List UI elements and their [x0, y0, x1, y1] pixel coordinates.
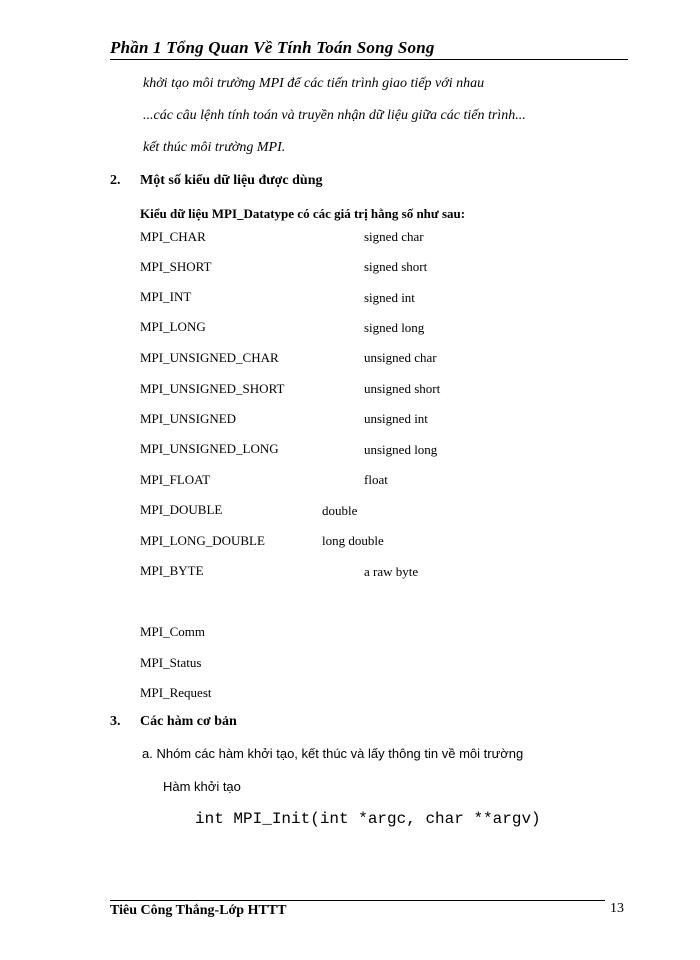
- datatype-desc: signed char: [364, 229, 424, 244]
- datatype-name: MPI_FLOAT: [140, 472, 211, 487]
- datatype-name: MPI_UNSIGNED_CHAR: [140, 350, 279, 365]
- datatype-desc: signed long: [364, 320, 425, 335]
- page-header-title: Phần 1 Tổng Quan Về Tính Toán Song Song: [110, 38, 435, 57]
- datatype-name: MPI_LONG_DOUBLE: [140, 533, 265, 548]
- datatype-desc: float: [364, 472, 388, 487]
- section-2-number: 2.: [110, 173, 121, 188]
- footer-rule: [110, 900, 605, 901]
- page-number: 13: [610, 901, 624, 916]
- footer-author: Tiêu Công Thắng-Lớp HTTT: [110, 903, 287, 918]
- datatype-desc: a raw byte: [364, 564, 419, 579]
- section-3-title: Các hàm cơ bản: [140, 714, 237, 729]
- subsection-a-title: a. Nhóm các hàm khởi tạo, kết thúc và lấy thông tin về môi trường: [142, 746, 524, 761]
- datatype-desc: unsigned int: [364, 411, 428, 426]
- section-3-number: 3.: [110, 714, 121, 729]
- init-function-label: Hàm khởi tạo: [163, 779, 241, 794]
- datatype-name: MPI_CHAR: [140, 229, 206, 244]
- section-2-title: Một số kiểu dữ liệu được dùng: [140, 173, 323, 188]
- datatype-name: MPI_BYTE: [140, 563, 204, 578]
- code-line-finalize: kết thúc môi trường MPI.: [143, 140, 286, 155]
- datatype-name: MPI_LONG: [140, 319, 206, 334]
- other-type-name: MPI_Status: [140, 655, 202, 670]
- datatype-name: MPI_INT: [140, 289, 192, 304]
- datatype-desc: long double: [322, 533, 384, 548]
- datatype-name: MPI_UNSIGNED_LONG: [140, 441, 279, 456]
- datatype-desc: signed short: [364, 259, 428, 274]
- other-type-name: MPI_Comm: [140, 624, 206, 639]
- datatype-name: MPI_SHORT: [140, 259, 212, 274]
- datatype-intro: Kiểu dữ liệu MPI_Datatype có các giá trị hằng số như sau:: [140, 206, 466, 221]
- datatype-desc: unsigned long: [364, 442, 438, 457]
- datatype-name: MPI_UNSIGNED_SHORT: [140, 381, 285, 396]
- datatype-desc: double: [322, 503, 358, 518]
- datatype-desc: signed int: [364, 290, 415, 305]
- datatype-name: MPI_DOUBLE: [140, 502, 223, 517]
- code-line-compute: ...các câu lệnh tính toán và truyền nhận dữ liệu giữa các tiến trình...: [143, 108, 526, 123]
- datatype-desc: unsigned short: [364, 381, 441, 396]
- header-rule: [110, 59, 628, 60]
- code-line-init: khởi tạo môi trường MPI để các tiến trình giao tiếp với nhau: [143, 76, 485, 91]
- datatype-desc: unsigned char: [364, 350, 437, 365]
- other-type-name: MPI_Request: [140, 685, 212, 700]
- datatype-name: MPI_UNSIGNED: [140, 411, 237, 426]
- mpi-init-signature: int MPI_Init(int *argc, char **argv): [195, 810, 541, 828]
